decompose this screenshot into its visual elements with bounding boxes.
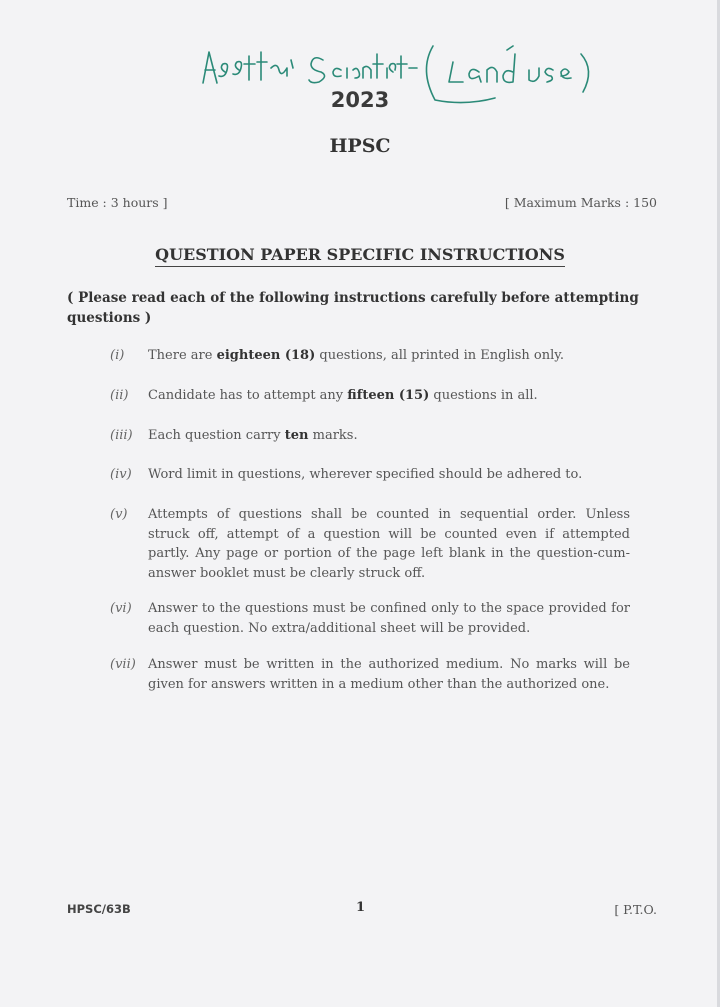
instruction-text: Candidate has to attempt any fifteen (15) questions in all. [148, 388, 538, 403]
instruction-text: Word limit in questions, wherever specified should be adhered to. [148, 467, 583, 482]
instructions-intro: ( Please read each of the following instructions carefully before attempting questions ) [67, 290, 639, 326]
page-number: 1 [356, 900, 366, 915]
instruction-text: There are eighteen (18) questions, all printed in English only. [148, 348, 565, 363]
exam-year: 2023 [330, 88, 390, 112]
instruction-number: (vii) [110, 657, 136, 672]
instruction-number: (v) [110, 507, 128, 522]
instruction-number: (ii) [110, 388, 129, 403]
section-title-text: QUESTION PAPER SPECIFIC INSTRUCTIONS [155, 245, 565, 267]
instruction-item [110, 465, 630, 485]
instruction-item [110, 346, 630, 366]
instruction-number: (iv) [110, 467, 132, 482]
instruction-text: Answer must be written in the authorized medium. No marks will be given for answers written in a medium other than the authorized one. [148, 657, 630, 692]
instruction-number: (vi) [110, 601, 132, 616]
instruction-text: Answer to the questions must be confined only to the space provided for each question. No extra/additional sheet will be provided. [148, 601, 630, 636]
section-title [0, 245, 720, 264]
please-turn-over: [ P.T.O. [614, 902, 657, 917]
instruction-item [110, 599, 630, 638]
instruction-item [110, 655, 630, 694]
instruction-item [110, 386, 630, 406]
exam-organization: HPSC [329, 135, 391, 157]
instruction-number: (i) [110, 348, 125, 363]
instruction-text: Attempts of questions shall be counted in sequential order. Unless struck off, attempt of a question will be counted even if attempted partly. Any page or portion of the page left blank in the question-cum-answer booklet must be clearly struck off. [148, 507, 630, 581]
instruction-item [110, 426, 630, 446]
instruction-number: (iii) [110, 428, 133, 443]
instruction-item [110, 505, 630, 583]
instruction-text: Each question carry ten marks. [148, 428, 358, 443]
maximum-marks: [ Maximum Marks : 150 [504, 195, 657, 210]
paper-code: HPSC/63B [67, 902, 131, 916]
exam-time: Time : 3 hours ] [67, 195, 168, 210]
